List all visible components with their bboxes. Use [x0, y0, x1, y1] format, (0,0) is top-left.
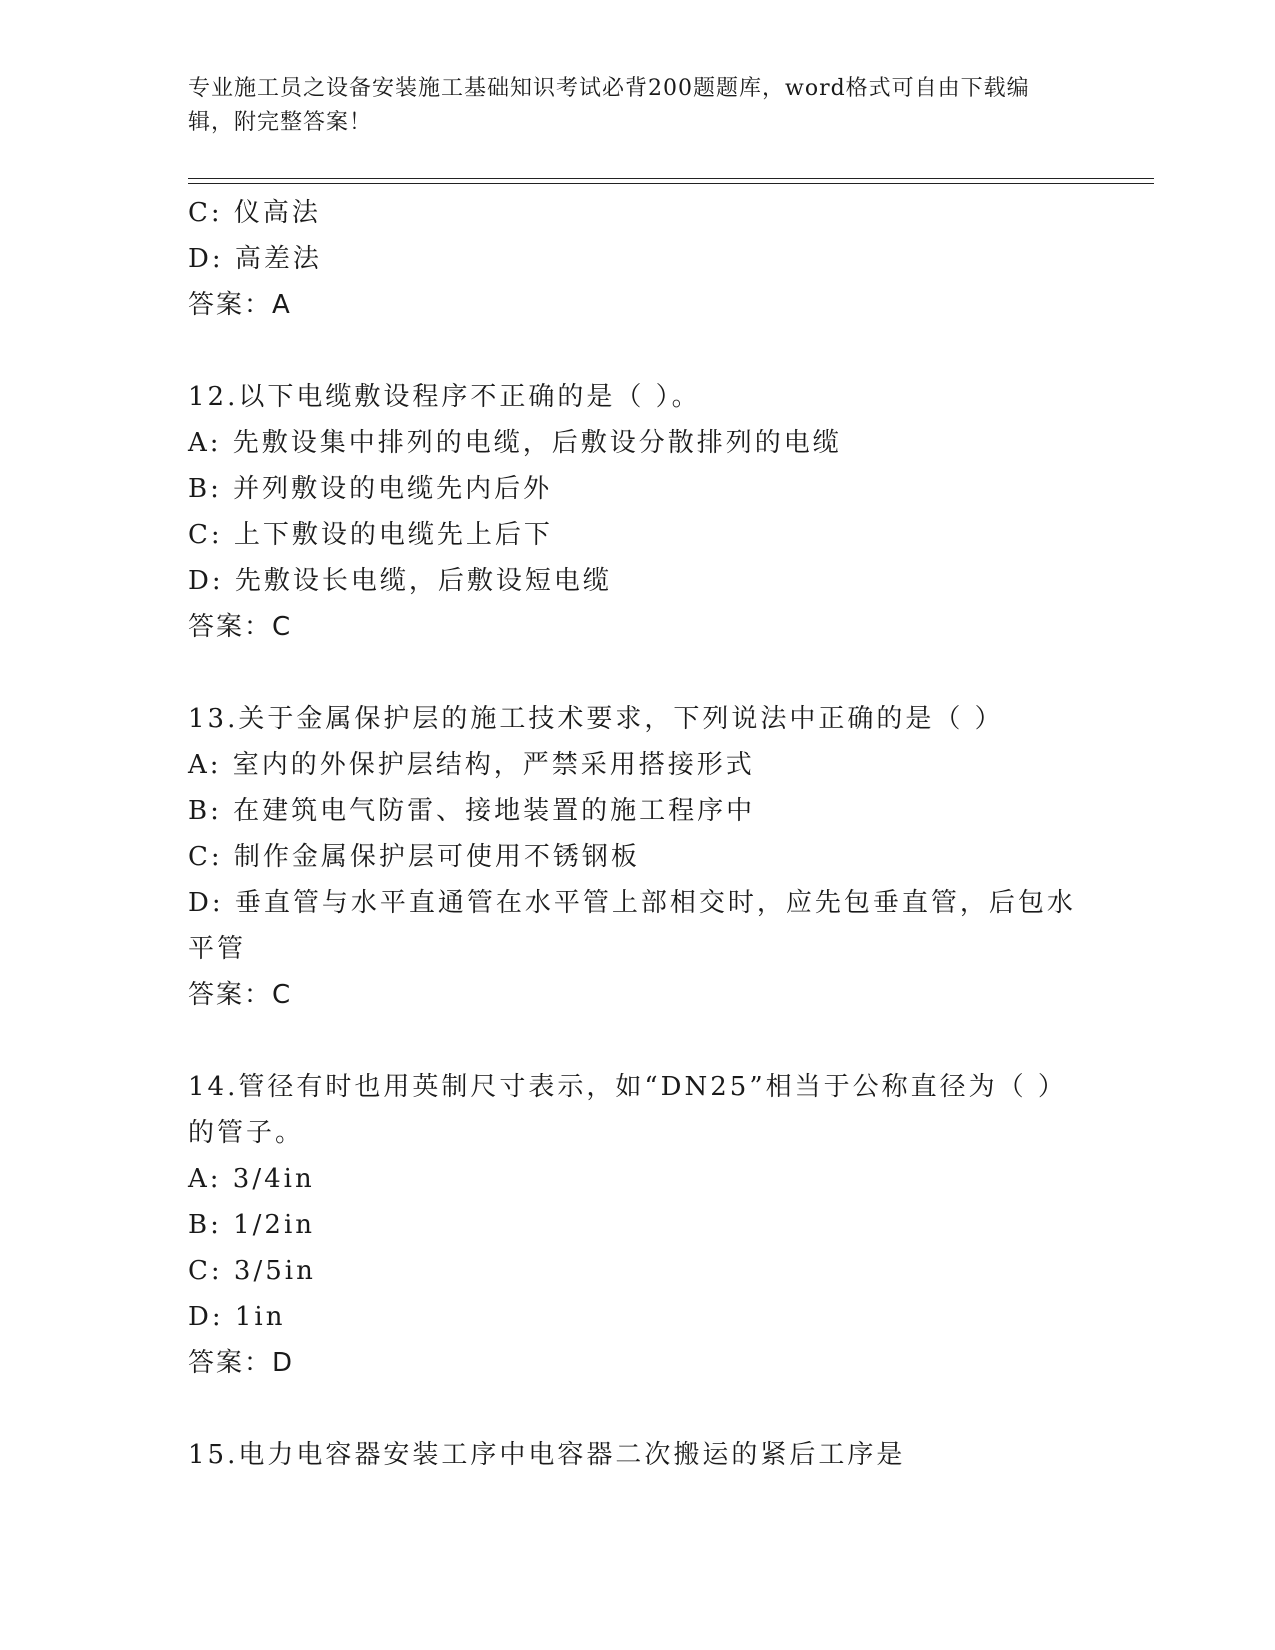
q12-question: 12.以下电缆敷设程序不正确的是（ ）。: [188, 382, 701, 412]
q14-answer: 答案：D: [188, 1348, 295, 1378]
q13-option-a: A: 室内的外保护层结构，严禁采用搭接形式: [188, 750, 755, 780]
q12-option-b: B: 并列敷设的电缆先内后外: [188, 474, 553, 504]
q13-question: 13.关于金属保护层的施工技术要求，下列说法中正确的是（ ）: [188, 704, 1004, 734]
q15-question: 15.电力电容器安装工序中电容器二次搬运的紧后工序是: [188, 1440, 906, 1470]
q14-question: 14.管径有时也用英制尺寸表示，如“DN25”相当于公称直径为（ ）的管子。: [188, 1072, 1067, 1148]
q12-option-c: C: 上下敷设的电缆先上后下: [188, 520, 553, 550]
q11-option-c: C: 仪高法: [188, 198, 321, 228]
q14-option-c: C: 3/5in: [188, 1256, 316, 1286]
q13-option-b: B: 在建筑电气防雷、接地装置的施工程序中: [188, 796, 756, 826]
q12-option-a: A: 先敷设集中排列的电缆，后敷设分散排列的电缆: [188, 428, 842, 458]
q12-option-d: D: 先敷设长电缆，后敷设短电缆: [188, 566, 612, 596]
q12-answer: 答案：C: [188, 612, 293, 642]
q13-answer: 答案：C: [188, 980, 293, 1010]
q11-option-d: D: 高差法: [188, 244, 322, 274]
question-content: [188, 190, 1088, 1478]
spacer: [188, 1386, 1088, 1432]
q13-option-d: D: 垂直管与水平直通管在水平管上部相交时，应先包垂直管，后包水平管: [188, 888, 1076, 964]
q13-option-c: C: 制作金属保护层可使用不锈钢板: [188, 842, 640, 872]
header-rule-top: [188, 178, 1154, 179]
spacer: [188, 328, 1088, 374]
header-rule-bottom: [188, 183, 1154, 184]
spacer: [188, 1018, 1088, 1064]
q14-option-d: D: 1in: [188, 1302, 286, 1332]
header-title: 专业施工员之设备安装施工基础知识考试必背200题题库，word格式可自由下载编辑，附完整答案！: [188, 76, 1030, 135]
q14-option-a: A: 3/4in: [188, 1164, 315, 1194]
q14-option-b: B: 1/2in: [188, 1210, 316, 1240]
q11-answer: 答案：A: [188, 290, 292, 320]
document-header: [188, 72, 1068, 140]
spacer: [188, 650, 1088, 696]
